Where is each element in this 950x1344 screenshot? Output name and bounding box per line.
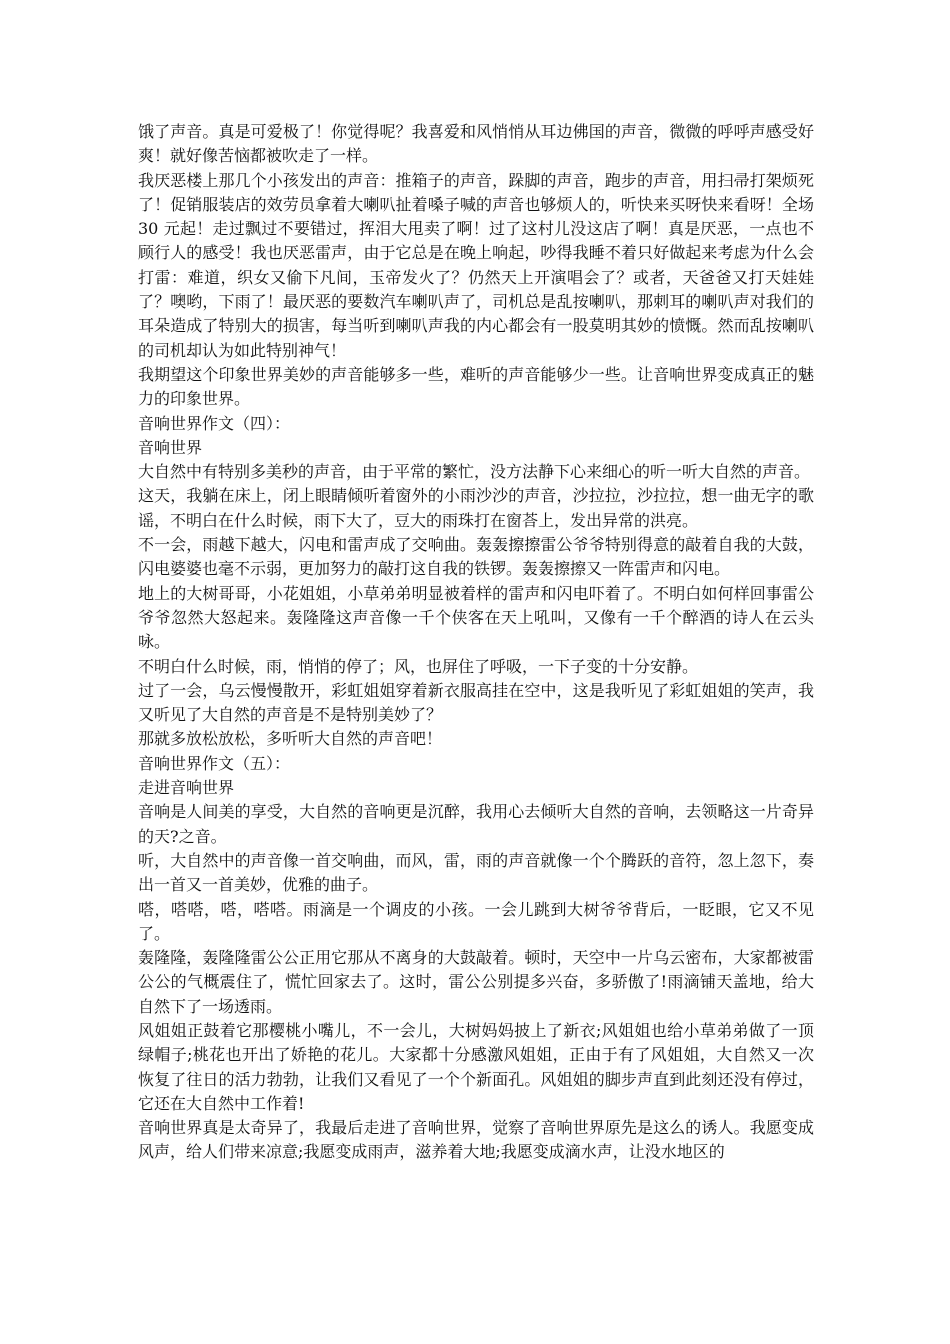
- paragraph-17: 嗒，嗒嗒，嗒，嗒嗒。雨滴是一个调皮的小孩。一会儿跳到大树爷爷背后，一眨眼，它又不见了。: [138, 899, 814, 943]
- document-body: [138, 120, 814, 1165]
- section-title-5: 走进音响世界: [138, 778, 235, 798]
- paragraph-8: 不一会，雨越下越大，闪电和雷声成了交响曲。轰轰擦擦雷公爷爷特别得意的敲着自我的大鼓，闪电婆婆也毫不示弱，更加努力的敲打这自我的铁锣。轰轰擦擦又一阵雷声和闪电。: [138, 535, 814, 579]
- paragraph-16: 听，大自然中的声音像一首交响曲，而风，雷，雨的声音就像一个个腾跃的音符，忽上忽下，奏出一首又一首美妙，优雅的曲子。: [138, 850, 814, 895]
- paragraph-10: 不明白什么时候，雨，悄悄的停了；风，也屏住了呼吸，一下子变的十分安静。: [138, 656, 699, 676]
- paragraph-18: 轰隆隆，轰隆隆雷公公正用它那从不离身的大鼓敲着。顿时，天空中一片乌云密布，大家都被雷公公的气概震住了，慌忙回家去了。这时，雷公公别提多兴奋，多骄傲了!雨滴铺天盖地，给大自然下了一场透雨。: [138, 948, 814, 1016]
- paragraph-19: 风姐姐正鼓着它那樱桃小嘴儿，不一会儿，大树妈妈披上了新衣;风姐姐也给小草弟弟做了一顶绿帽子;桃花也开出了娇艳的花儿。大家都十分感激风姐姐，正由于有了风姐姐，大自然又一次恢复了往日的活力勃勃，让我们又看见了一个个新面孔。风姐姐的脚步声直到此刻还没有停过，它还在大自然中工作着!: [138, 1020, 814, 1113]
- paragraph-15: 音响是人间美的享受，大自然的音响更是沉醉，我用心去倾听大自然的音响，去领略这一片奇异的天?之音。: [138, 802, 814, 846]
- section-heading-5: 音响世界作文（五）：: [138, 753, 291, 773]
- paragraph-9: 地上的大树哥哥，小花姐姐，小草弟弟明显被着样的雷声和闪电吓着了。不明白如何样回事雷公爷爷忽然大怒起来。轰隆隆这声音像一千个侠客在天上吼叫，又像有一千个醉酒的诗人在云头咏。: [138, 583, 814, 652]
- section-heading-4: 音响世界作文（四）：: [138, 413, 291, 433]
- paragraph-12: 那就多放松放松，多听听大自然的声音吧！: [138, 729, 443, 749]
- paragraph-2: 我厌恶楼上那几个小孩发出的声音：推箱子的声音，跺脚的声音，跑步的声音，用扫帚打架烦死了！促销服装店的效劳员拿着大喇叭扯着嗓子喊的声音也够烦人的，听快来买呀快来看呀！全场 30 元起！走过飘过不要错过，挥泪大甩卖了啊！过了这村儿没这店了啊！真是厌恶，一点也不顾行人的感受！我也厌恶雷声，由于它总是在晚上响起，吵得我睡不着只好做起来考虑为什么会打雷：难道，织女又偷下凡间，玉帝发火了？仍然天上开演唱会了？或者，天爸爸又打天娃娃了？噢哟，下雨了！最厌恶的要数汽车喇叭声了，司机总是乱按喇叭，那刺耳的喇叭声对我们的耳朵造成了特别大的损害，每当听到喇叭声我的内心都会有一股莫明其妙的愤慨。然而乱按喇叭的司机却认为如此特别神气！: [138, 170, 814, 360]
- section-title-4: 音响世界: [138, 437, 203, 457]
- paragraph-1: 饿了声音。真是可爱极了！你觉得呢？我喜爱和风悄悄从耳边佛国的声音，微微的呼呼声感受好爽！就好像苦恼都被吹走了一样。: [138, 122, 814, 166]
- paragraph-20: 音响世界真是太奇异了，我最后走进了音响世界，觉察了音响世界原先是这么的诱人。我愿变成风声，给人们带来凉意;我愿变成雨声，滋养着大地;我愿变成滴水声，让没水地区的: [138, 1118, 814, 1162]
- paragraph-3: 我期望这个印象世界美妙的声音能够多一些，难听的声音能够少一些。让音响世界变成真正的魅力的印象世界。: [138, 364, 814, 409]
- paragraph-6: 大自然中有特别多美秒的声音，由于平常的繁忙，没方法静下心来细心的听一听大自然的声音。: [138, 462, 811, 482]
- paragraph-7: 这天，我躺在床上，闭上眼睛倾听着窗外的小雨沙沙的声音，沙拉拉，沙拉拉，想一曲无字的歌谣，不明白在什么时候，雨下大了，豆大的雨珠打在窗荅上，发出异常的洪亮。: [138, 486, 814, 530]
- paragraph-11: 过了一会，乌云慢慢散开，彩虹姐姐穿着新衣服高挂在空中，这是我听见了彩虹姐姐的笑声，我又听见了大自然的声音是不是特别美妙了？: [138, 680, 814, 725]
